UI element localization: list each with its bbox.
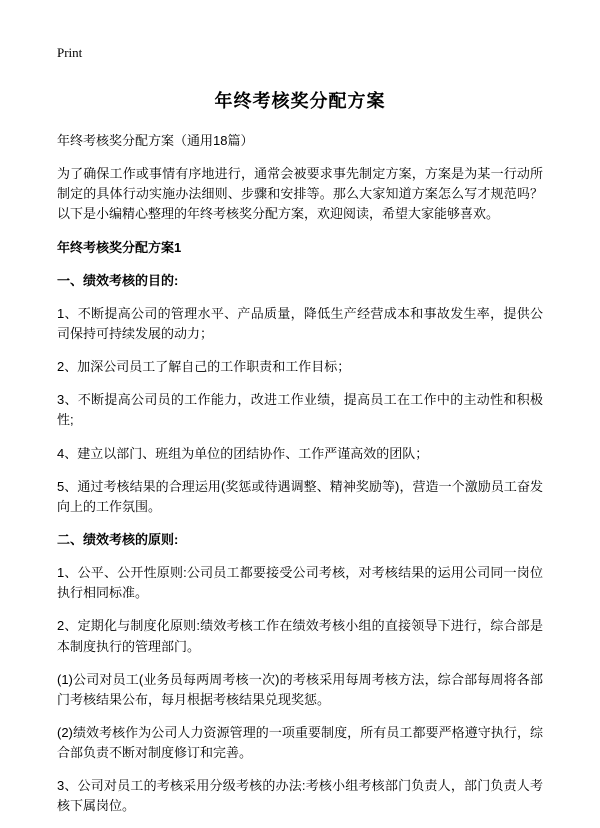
- list-item: 2、定期化与制度化原则:绩效考核工作在绩效考核小组的直接领导下进行，综合部是本制度执行的管理部门。: [57, 618, 543, 654]
- page-title: 年终考核奖分配方案: [214, 91, 386, 111]
- list-item: 4、建立以部门、班组为单位的团结协作、工作严谨高效的团队；: [57, 445, 429, 461]
- list-item: 3、公司对员工的考核采用分级考核的办法:考核小组考核部门负责人，部门负责人考核下属岗位。: [57, 778, 543, 814]
- section-heading: 二、绩效考核的原则:: [57, 531, 179, 547]
- print-button[interactable]: Print: [57, 45, 83, 60]
- list-item: (1)公司对员工(业务员每两周考核一次)的考核采用每周考核方法，综合部每周将各部门考核结果公布，每月根据考核结果兑现奖惩。: [57, 671, 543, 707]
- plan-heading: 年终考核奖分配方案1: [57, 239, 182, 255]
- list-item: 5、通过考核结果的合理运用(奖惩或待遇调整、精神奖励等)，营造一个激励员工奋发向上的工作氛围。: [57, 478, 543, 514]
- list-item: 2、加深公司员工了解自己的工作职责和工作目标；: [57, 359, 351, 375]
- list-item: 1、不断提高公司的管理水平、产品质量，降低生产经营成本和事故发生率，提供公司保持可持续发展的动力；: [57, 305, 543, 341]
- list-item: 1、公平、公开性原则:公司员工都要接受公司考核，对考核结果的运用公司同一岗位执行相同标准。: [57, 565, 543, 601]
- intro-paragraph: 为了确保工作或事情有序地进行，通常会被要求事先制定方案，方案是为某一行动所制定的具体行动实施办法细则、步骤和安排等。那么大家知道方案怎么写才规范吗？以下是小编精心整理的年终考核奖分配方案，欢迎阅读，希望大家能够喜欢。: [57, 166, 543, 222]
- section-heading: 一、绩效考核的目的:: [57, 272, 179, 288]
- document-sections: [57, 271, 543, 817]
- list-item: (2)绩效考核作为公司人力资源管理的一项重要制度，所有员工都要严格遵守执行，综合部负责不断对制度修订和完善。: [57, 724, 543, 761]
- document-subtitle: 年终考核奖分配方案（通用18篇）: [57, 133, 254, 148]
- list-item: 3、不断提高公司员的工作能力，改进工作业绩，提高员工在工作中的主动性和积极性;: [57, 392, 543, 428]
